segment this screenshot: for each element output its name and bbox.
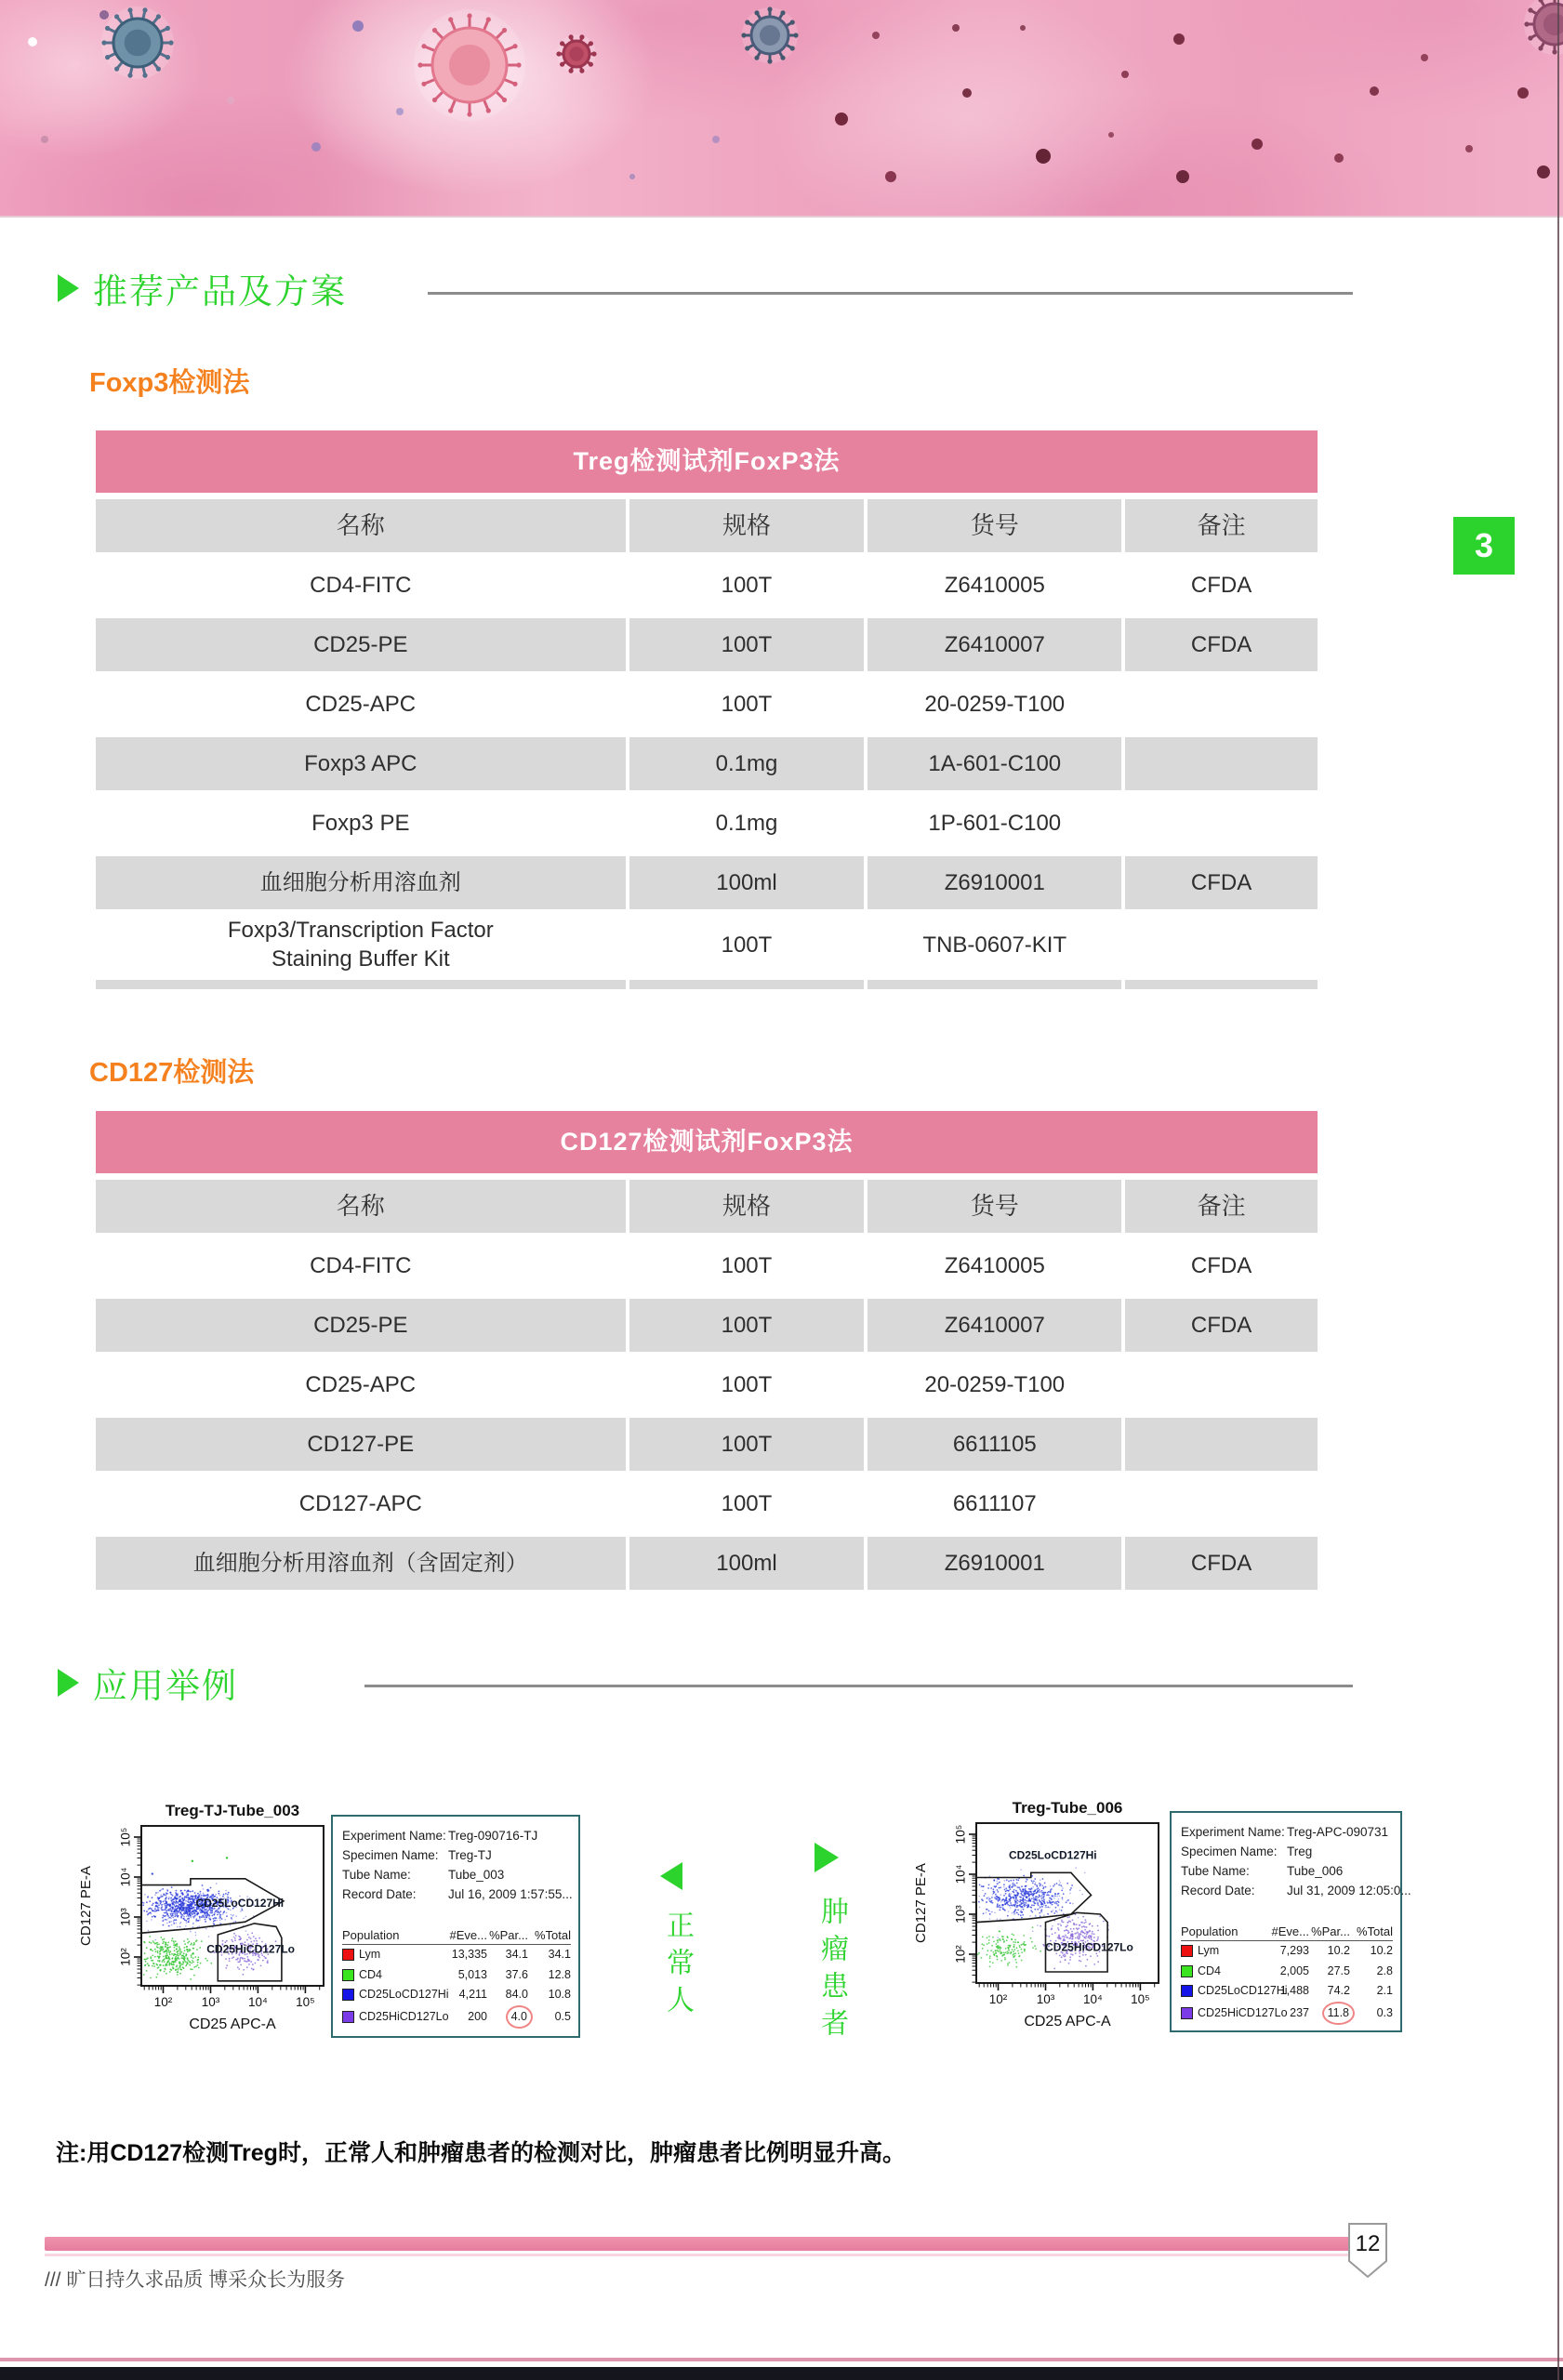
table-cell: 备注 [1125, 1180, 1318, 1233]
table-cell [96, 980, 626, 989]
population-name: CD4 [359, 1967, 383, 1981]
table-row [96, 1477, 1318, 1530]
table-cell: 1P-601-C100 [868, 797, 1121, 850]
population-name: CD25LoCD127Hi [359, 1988, 449, 2001]
bottom-edge [0, 2367, 1563, 2380]
particle-dot [1121, 71, 1129, 78]
svg-text:10⁵: 10⁵ [118, 1827, 133, 1847]
particle-dot [885, 171, 896, 182]
info-row [342, 1884, 571, 1904]
table-cell: 100T [629, 916, 865, 973]
particle-dot [1370, 86, 1379, 96]
bottom-rule [0, 2358, 1563, 2361]
table-cell [1125, 916, 1318, 973]
particle-dot [227, 97, 234, 104]
table-cell: 货号 [868, 1180, 1121, 1233]
population-color-swatch [1181, 1985, 1193, 1997]
svg-text:CD127 PE-A: CD127 PE-A [78, 1866, 94, 1946]
particle-dot [835, 112, 848, 126]
particle-dot [1036, 149, 1051, 164]
table-cell: 100T [629, 618, 865, 671]
particle-dot [99, 10, 109, 20]
circled-value: 11.8 [1322, 2002, 1355, 2026]
table-cell: CD4-FITC [96, 1239, 626, 1292]
population-parent-pct [487, 2005, 528, 2030]
table-cell: 血细胞分析用溶血剂 [96, 856, 626, 909]
table-cell: CFDA [1125, 618, 1318, 671]
table-cell: 规格 [629, 1180, 865, 1233]
population-name: CD4 [1198, 1964, 1222, 1977]
population-parent-pct: 34.1 [505, 1948, 528, 1961]
population-color-swatch [342, 2011, 354, 2023]
info-value: Jul 31, 2009 12:05:0... [1287, 1884, 1411, 1897]
table-cell: CFDA [1125, 1299, 1318, 1352]
table-cell: 20-0259-T100 [868, 1358, 1121, 1411]
section-products [58, 263, 347, 313]
table-cell [1125, 678, 1318, 731]
page-edge-line [1557, 0, 1559, 2380]
table-title: CD127检测试剂FoxP3法 [96, 1111, 1318, 1173]
table-cell: 名称 [96, 1180, 626, 1233]
particle-dot [1020, 25, 1026, 31]
svg-text:10⁴: 10⁴ [247, 1995, 268, 2009]
table-header-row [96, 1180, 1318, 1233]
population-row [342, 2005, 571, 2030]
info-value: Treg [1287, 1844, 1313, 1858]
particle-dot [311, 142, 321, 152]
particle-dot [1173, 33, 1185, 45]
flow-plot-normal [65, 1802, 337, 2036]
table-cell: CD25-PE [96, 618, 626, 671]
table-row [96, 916, 1318, 973]
population-row [342, 1945, 571, 1965]
svg-text:10²: 10² [153, 1995, 173, 2009]
particle-dot [712, 136, 720, 143]
particle-dot [28, 37, 37, 46]
section-arrow-icon [58, 274, 79, 302]
flow-cytometry-plot [65, 1802, 337, 2036]
table-cell: 6611105 [868, 1418, 1121, 1471]
banner-image [0, 0, 1563, 218]
table-cell: CD127-PE [96, 1418, 626, 1471]
svg-text:10²: 10² [953, 1945, 968, 1964]
population-total-pct: 10.8 [548, 1988, 571, 2001]
population-total-pct: 34.1 [548, 1948, 571, 1961]
page-number: 12 [1355, 2231, 1381, 2256]
particle-dot [41, 136, 48, 143]
foxp3-product-table [96, 430, 1318, 996]
svg-text:CD25HiCD127Lo: CD25HiCD127Lo [1045, 1940, 1133, 1954]
table-cell: 100T [629, 1418, 865, 1471]
population-color-swatch [342, 1969, 354, 1981]
table-cell [1125, 1358, 1318, 1411]
population-total-pct: 0.5 [554, 2009, 571, 2023]
table-cell [1125, 737, 1318, 790]
table-cell: Z6410005 [868, 559, 1121, 612]
info-label: Record Date: [1181, 1884, 1255, 1897]
table-cell [868, 980, 1121, 989]
virus-icon [414, 9, 525, 121]
table-cell: CFDA [1125, 1239, 1318, 1292]
population-total-pct: 2.1 [1376, 1984, 1393, 1997]
info-label: Experiment Name: [342, 1829, 446, 1843]
section-divider [428, 292, 1353, 295]
table-row [96, 856, 1318, 909]
cd127-product-table [96, 1111, 1318, 1596]
table-cell: Foxp3 PE [96, 797, 626, 850]
table-cell: Foxp3 APC [96, 737, 626, 790]
virus-icon [101, 7, 174, 79]
table-cell: 100T [629, 1239, 865, 1292]
particle-dot [1334, 153, 1344, 163]
table-row [96, 618, 1318, 671]
population-events: 7,293 [1279, 1944, 1309, 1957]
particle-dot [1108, 132, 1114, 138]
population-parent-pct: 84.0 [505, 1988, 528, 2001]
info-value: Jul 16, 2009 1:57:55... [448, 1887, 573, 1901]
svg-text:10²: 10² [988, 1992, 1008, 2006]
svg-text:CD25 APC-A: CD25 APC-A [189, 2016, 276, 2032]
info-value: Treg-090716-TJ [448, 1829, 538, 1843]
particle-dot [1421, 54, 1428, 61]
info-value: Tube_006 [1287, 1864, 1344, 1878]
svg-text:Treg-Tube_006: Treg-Tube_006 [1012, 1799, 1123, 1817]
table-cell: 货号 [868, 499, 1121, 552]
table-row [96, 1358, 1318, 1411]
table-cell: CFDA [1125, 856, 1318, 909]
table-cell [1125, 1418, 1318, 1471]
table-cell: CD4-FITC [96, 559, 626, 612]
svg-text:10³: 10³ [118, 1908, 133, 1926]
table-cell: CD25-APC [96, 1358, 626, 1411]
population-row [1181, 1981, 1393, 2002]
info-row [1181, 1881, 1411, 1900]
stats-panel-normal [331, 1815, 580, 2038]
population-header: Population #Eve... %Par... %Total [1181, 1924, 1393, 1941]
population-row [1181, 1962, 1393, 1982]
svg-text:10²: 10² [118, 1948, 133, 1966]
population-row [1181, 2002, 1393, 2026]
footer-slogan: /// 旷日持久求品质 博采众长为服务 [45, 2269, 346, 2291]
info-row [1181, 1842, 1393, 1861]
particle-dot [1537, 165, 1550, 178]
svg-text:10⁵: 10⁵ [1131, 1992, 1150, 2006]
svg-text:10⁵: 10⁵ [296, 1995, 315, 2009]
info-label: Record Date: [342, 1887, 417, 1901]
info-label: Specimen Name: [342, 1848, 439, 1862]
table-title: Treg检测试剂FoxP3法 [96, 430, 1318, 493]
info-label: Tube Name: [342, 1868, 411, 1882]
table-cell [1125, 797, 1318, 850]
note-text: 注:用CD127检测Treg时，正常人和肿瘤患者的检测对比，肿瘤患者比例明显升高。 [56, 2140, 906, 2166]
footer-bar-shadow [45, 2254, 1353, 2256]
svg-text:CD25 APC-A: CD25 APC-A [1024, 2014, 1111, 2030]
flow-cytometry-plot [900, 1799, 1172, 2033]
population-color-swatch [342, 1949, 354, 1961]
population-parent-pct: 37.6 [505, 1967, 528, 1981]
table-cell: 备注 [1125, 499, 1318, 552]
population-events: 200 [468, 2009, 487, 2023]
table-cell: 规格 [629, 499, 865, 552]
population-total-pct: 10.2 [1370, 1944, 1393, 1957]
circled-value: 4.0 [506, 2005, 533, 2030]
svg-text:Treg-TJ-Tube_003: Treg-TJ-Tube_003 [165, 1802, 300, 1819]
svg-text:10³: 10³ [1036, 1992, 1055, 2006]
section-title: 应用举例 [93, 1667, 238, 1705]
normal-person-label: 正常人 [662, 1911, 693, 2022]
info-row [342, 1865, 571, 1884]
population-parent-pct: 10.2 [1327, 1944, 1350, 1957]
info-label: Experiment Name: [1181, 1825, 1285, 1839]
info-row [342, 1826, 571, 1845]
particle-dot [1252, 139, 1263, 150]
table-cell: CD25-PE [96, 1299, 626, 1352]
right-arrow-icon [815, 1843, 839, 1872]
population-total-pct: 2.8 [1376, 1964, 1393, 1977]
info-value: Treg-TJ [448, 1848, 492, 1862]
svg-text:CD127 PE-A: CD127 PE-A [913, 1863, 929, 1943]
table-cell: TNB-0607-KIT [868, 916, 1121, 973]
svg-text:CD25LoCD127Hi: CD25LoCD127Hi [195, 1896, 285, 1910]
population-name: Lym [1198, 1944, 1220, 1957]
table-cell: 100T [629, 1299, 865, 1352]
table-row [96, 1239, 1318, 1292]
population-name: CD25HiCD127Lo [359, 2009, 449, 2023]
table-row [96, 1418, 1318, 1471]
particle-dot [1176, 170, 1189, 183]
stats-panel-tumor [1170, 1811, 1411, 2032]
table-cell: Z6910001 [868, 856, 1121, 909]
svg-text:CD25HiCD127Lo: CD25HiCD127Lo [206, 1942, 295, 1956]
table-row [96, 1299, 1318, 1352]
tumor-patient-label: 肿瘤患者 [816, 1897, 847, 2045]
banner-art [0, 0, 1563, 216]
table-cell: CFDA [1125, 559, 1318, 612]
population-events: 2,005 [1279, 1964, 1309, 1977]
population-color-swatch [342, 1989, 354, 2001]
table-cell: Foxp3/Transcription Factor Staining Buffer Kit [96, 916, 626, 973]
info-row [1181, 1822, 1393, 1842]
subsection-title-cd127: CD127检测法 [89, 1058, 255, 1088]
table-cell: Z6410007 [868, 618, 1121, 671]
population-parent-pct: 27.5 [1327, 1964, 1350, 1977]
svg-text:10³: 10³ [953, 1905, 968, 1924]
flow-plot-tumor [900, 1799, 1172, 2033]
table-cell: 20-0259-T100 [868, 678, 1121, 731]
table-cell: CFDA [1125, 1537, 1318, 1590]
population-name: CD25HiCD127Lo [1198, 2005, 1288, 2019]
subsection-title-foxp3: Foxp3检测法 [89, 368, 250, 398]
population-parent-pct [1309, 2002, 1350, 2026]
table-cell: 100ml [629, 856, 865, 909]
particle-dot [962, 88, 972, 98]
section-arrow-icon [58, 1669, 79, 1697]
table-cell [629, 980, 865, 989]
population-color-swatch [1181, 2007, 1193, 2019]
table-cell: 1A-601-C100 [868, 737, 1121, 790]
table-row [96, 559, 1318, 612]
particle-dot [352, 20, 364, 32]
particle-dot [629, 174, 635, 179]
population-events: 13,335 [451, 1948, 487, 1961]
table-cell: 100T [629, 1477, 865, 1530]
chapter-tab: 3 [1453, 517, 1515, 575]
svg-text:10⁴: 10⁴ [118, 1867, 133, 1887]
page-number-badge [1346, 2222, 1389, 2280]
table-cell: 0.1mg [629, 737, 865, 790]
svg-text:10³: 10³ [201, 1995, 220, 2009]
population-events: 5,013 [457, 1967, 487, 1981]
population-name: CD25LoCD127Hi [1198, 1984, 1288, 1997]
info-row [1181, 1861, 1393, 1881]
table-cell: 0.1mg [629, 797, 865, 850]
info-label: Tube Name: [1181, 1864, 1250, 1878]
population-row [1181, 1941, 1393, 1962]
population-events: 1,488 [1279, 1984, 1309, 1997]
table-cell [1125, 980, 1318, 989]
population-row [342, 1965, 571, 1986]
population-header: Population #Eve... %Par... %Total [342, 1928, 571, 1945]
table-cell: Z6910001 [868, 1537, 1121, 1590]
table-cell: 6611107 [868, 1477, 1121, 1530]
population-total-pct: 12.8 [548, 1967, 571, 1981]
table-cell: 100ml [629, 1537, 865, 1590]
population-row [342, 1985, 571, 2005]
svg-text:10⁴: 10⁴ [1082, 1992, 1103, 2006]
population-events: 237 [1290, 2005, 1309, 2019]
table-cell: 100T [629, 559, 865, 612]
svg-text:CD25LoCD127Hi: CD25LoCD127Hi [1008, 1848, 1097, 1862]
population-color-swatch [1181, 1965, 1193, 1977]
table-cell: 100T [629, 1358, 865, 1411]
population-total-pct: 0.3 [1376, 2005, 1393, 2019]
population-events: 4,211 [458, 1988, 487, 2001]
table-cell: Z6410005 [868, 1239, 1121, 1292]
particle-dot [1517, 87, 1529, 99]
table-cell: CD25-APC [96, 678, 626, 731]
svg-text:10⁵: 10⁵ [953, 1824, 968, 1844]
table-row [96, 678, 1318, 731]
svg-text:10⁴: 10⁴ [953, 1864, 968, 1884]
left-arrow-icon [660, 1862, 682, 1890]
table-cell: 血细胞分析用溶血剂（含固定剂） [96, 1537, 626, 1590]
section-title: 推荐产品及方案 [93, 272, 347, 311]
particle-dot [396, 108, 404, 115]
info-label: Specimen Name: [1181, 1844, 1278, 1858]
table-row [96, 1537, 1318, 1590]
table-row [96, 737, 1318, 790]
table-row-partial [96, 980, 1318, 989]
population-parent-pct: 74.2 [1327, 1984, 1350, 1997]
table-cell: 名称 [96, 499, 626, 552]
population-name: Lym [359, 1948, 381, 1961]
info-value: Tube_003 [448, 1868, 505, 1882]
table-cell: 100T [629, 678, 865, 731]
particle-dot [872, 32, 880, 39]
footer-bar [45, 2237, 1353, 2251]
table-row [96, 797, 1318, 850]
table-cell: Z6410007 [868, 1299, 1121, 1352]
section-divider [364, 1685, 1353, 1687]
population-color-swatch [1181, 1945, 1193, 1957]
particle-dot [1465, 145, 1473, 152]
particle-dot [952, 24, 960, 32]
table-cell: CD127-APC [96, 1477, 626, 1530]
section-examples [58, 1658, 238, 1708]
info-value: Treg-APC-090731 [1287, 1825, 1389, 1839]
table-cell [1125, 1477, 1318, 1530]
info-row [342, 1845, 571, 1865]
table-header-row [96, 499, 1318, 552]
